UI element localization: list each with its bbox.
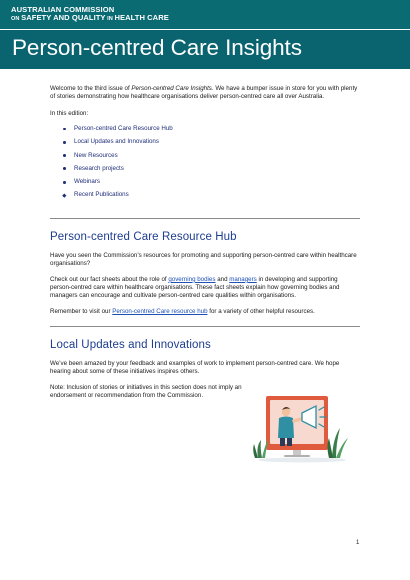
- title-banner: [0, 30, 410, 69]
- edition-item-new-resources[interactable]: New Resources: [50, 152, 360, 165]
- plant-leaf-icon: [253, 444, 258, 458]
- edition-item-recent-publications[interactable]: Recent Publications: [50, 191, 360, 204]
- presenter-leg-left: [280, 438, 285, 446]
- managers-link[interactable]: managers: [229, 275, 257, 283]
- resource-hub-paragraph-3: Remember to visit our Person-centred Care resource hub for a variety of other helpful resources.: [50, 307, 315, 315]
- local-updates-note: Note: Inclusion of stories or initiatives in this section does not imply an endorsement or recommendation from the Commission.: [50, 383, 242, 399]
- plant-leaf-icon: [328, 438, 334, 458]
- commission-logo: [11, 6, 169, 23]
- plant-leaf-icon: [336, 438, 348, 458]
- page-title: Person-centred Care Insights: [12, 35, 302, 60]
- resource-hub-paragraph-2: Check out our fact sheets about the role of governing bodies and managers in developing and supporting person-centred care within healthcare organisations. These fact sheets explain how governing bodies and managers can encourage and cultivate person-centred care qualities within organisations.: [50, 275, 340, 299]
- presenter-body: [278, 417, 294, 439]
- edition-list: [50, 125, 360, 205]
- resource-hub-paragraph-1: Have you seen the Commission’s resources for promoting and supporting person-centred care within healthcare organisations?: [50, 251, 357, 267]
- newsletter-body: [50, 85, 360, 400]
- edition-item-local-updates[interactable]: Local Updates and Innovations: [50, 138, 360, 151]
- monitor-base: [284, 455, 310, 457]
- section-divider: [50, 218, 360, 219]
- logo-line-1: AUSTRALIAN COMMISSION: [11, 5, 115, 14]
- logo-line-2: ON SAFETY AND QUALITY IN HEALTH CARE: [11, 12, 169, 22]
- edition-label: In this edition:: [50, 110, 89, 117]
- intro-paragraph: Welcome to the third issue of Person-centred Care Insights. We have a bumper issue in store for you with plenty of stories demonstrating how healthcare organisations deliver person-centred care all over Australia.: [50, 85, 358, 100]
- plant-leaf-icon: [257, 440, 262, 458]
- megaphone-presenter-illustration: [252, 388, 350, 464]
- ground-shadow: [258, 458, 346, 463]
- edition-item-research-projects[interactable]: Research projects: [50, 165, 360, 178]
- section-divider: [50, 326, 360, 327]
- presenter-leg-right: [287, 438, 292, 446]
- local-updates-paragraph: We’ve been amazed by your feedback and examples of work to implement person-centred care. We hope hearing about some of these initiatives inspires others.: [50, 359, 340, 375]
- brand-bar: [0, 0, 410, 29]
- edition-item-resource-hub[interactable]: Person-centred Care Resource Hub: [50, 125, 360, 138]
- page-number: 1: [356, 540, 360, 546]
- edition-item-webinars[interactable]: Webinars: [50, 178, 360, 191]
- section-heading-local-updates: Local Updates and Innovations: [50, 338, 211, 351]
- resource-hub-link[interactable]: Person-centred Care resource hub: [112, 307, 208, 315]
- section-heading-resource-hub: Person-centred Care Resource Hub: [50, 230, 237, 243]
- governing-bodies-link[interactable]: governing bodies: [168, 275, 216, 283]
